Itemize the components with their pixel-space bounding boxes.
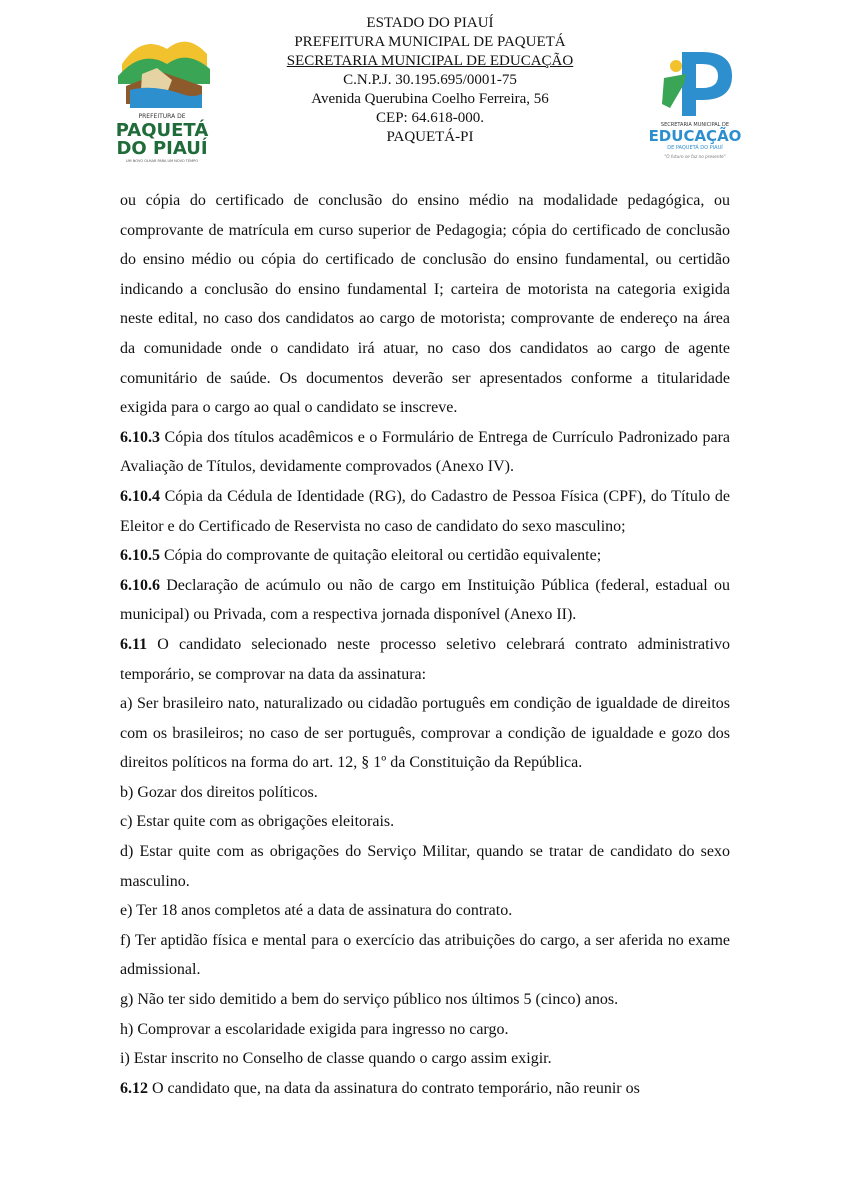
logo-small-text: PREFEITURA DE: [138, 113, 186, 120]
letterhead: [0, 0, 849, 175]
logo-right-slogan: "O futuro se faz no presente": [664, 154, 726, 159]
item-b: b) Gozar dos direitos políticos.: [120, 783, 318, 801]
paragraph: ou cópia do certificado de conclusão do ensino médio na modalidade pedagógica, ou comprovante de matrícula em curso superior de Pedagogia; cópia do certificado de conclusão do ensino médio ou cópia do certificado de conclusão do ensino fundamental, ou certidão indicando a conclusão do ensino fundamental I; carteira de motorista na categoria exigida neste edital, no caso dos candidatos ao cargo de motorista; comprovante de endereço na área da comunidade onde o candidato irá atuar, no caso dos candidatos ao cargo de agente comunitário de saúde. Os documentos deverão ser apresentados conforme a titularidade exigida para o cargo ao qual o candidato se inscreve.: [120, 192, 730, 417]
document-body: [120, 186, 730, 1103]
logo-right-name: EDUCAÇÃO: [648, 127, 742, 145]
paragraph-6-12: 6.12 O candidato que, na data da assinatura do contrato temporário, não reunir os: [120, 1079, 640, 1097]
paragraph-6-10-6: 6.10.6 Declaração de acúmulo ou não de cargo em Instituição Pública (federal, estadual ou municipal) ou Privada, com a respectiva jornada disponível (Anexo II).: [120, 576, 730, 624]
paragraph-6-10-5: 6.10.5 Cópia do comprovante de quitação eleitoral ou certidão equivalente;: [120, 547, 602, 565]
item-f: f) Ter aptidão física e mental para o exercício das atribuições do cargo, a ser aferida no exame admissional.: [120, 931, 730, 979]
clause-number: 6.11: [120, 635, 148, 653]
letterhead-text: [230, 14, 630, 147]
item-a: a) Ser brasileiro nato, naturalizado ou cidadão português em condição de igualdade de direitos com os brasileiros; no caso de ser português, comprovar a condição de igualdade e gozo dos direitos políticos na forma do art. 12, § 1º da Constituição da República.: [120, 695, 730, 772]
logo-name-line1: PAQUETÁ: [115, 120, 209, 141]
header-address: Avenida Querubina Coelho Ferreira, 56: [311, 91, 549, 107]
clause-number: 6.10.5: [120, 547, 160, 565]
item-g: g) Não ter sido demitido a bem do serviço público nos últimos 5 (cinco) anos.: [120, 991, 619, 1009]
header-prefeitura: PREFEITURA MUNICIPAL DE PAQUETÁ: [294, 34, 566, 50]
paragraph-6-10-4: 6.10.4 Cópia da Cédula de Identidade (RG), do Cadastro de Pessoa Física (CPF), do Título de Eleitor e do Certificado de Reservista no caso de candidato do sexo masculino;: [120, 487, 730, 535]
paragraph-6-11: 6.11 O candidato selecionado neste processo seletivo celebrará contrato administrativo temporário, se comprovar na data da assinatura:: [120, 635, 730, 683]
clause-number: 6.10.6: [120, 576, 160, 594]
logo-slogan: UM NOVO OLHAR PARA UM NOVO TEMPO: [126, 159, 198, 163]
secretaria-educacao-logo: [640, 44, 750, 164]
header-cnpj: C.N.P.J. 30.195.695/0001-75: [343, 72, 517, 88]
logo-name-line2: DO PIAUÍ: [116, 138, 208, 159]
clause-number: 6.12: [120, 1079, 148, 1097]
header-state: ESTADO DO PIAUÍ: [366, 15, 494, 31]
item-h: h) Comprovar a escolaridade exigida para ingresso no cargo.: [120, 1020, 509, 1038]
paqueta-do-piaui-logo: [112, 24, 212, 164]
logo-right-small-text: SECRETARIA MUNICIPAL DE: [660, 122, 730, 128]
item-d: d) Estar quite com as obrigações do Serviço Militar, quando se tratar de candidato do sexo masculino.: [120, 843, 730, 890]
item-i: i) Estar inscrito no Conselho de classe quando o cargo assim exigir.: [120, 1050, 552, 1068]
clause-number: 6.10.4: [120, 487, 160, 505]
logo-right-sub: DE PAQUETÁ DO PIAUÍ: [667, 145, 723, 151]
clause-number: 6.10.3: [120, 428, 160, 446]
item-c: c) Estar quite com as obrigações eleitorais.: [120, 813, 395, 831]
header-city: PAQUETÁ-PI: [386, 129, 474, 145]
paragraph-6-10-3: 6.10.3 Cópia dos títulos acadêmicos e o Formulário de Entrega de Currículo Padronizado para Avaliação de Títulos, devidamente comprovados (Anexo IV).: [120, 428, 730, 476]
header-cep: CEP: 64.618-000.: [376, 110, 484, 126]
header-secretaria: SECRETARIA MUNICIPAL DE EDUCAÇÃO: [286, 53, 574, 69]
item-e: e) Ter 18 anos completos até a data de assinatura do contrato.: [120, 902, 513, 920]
